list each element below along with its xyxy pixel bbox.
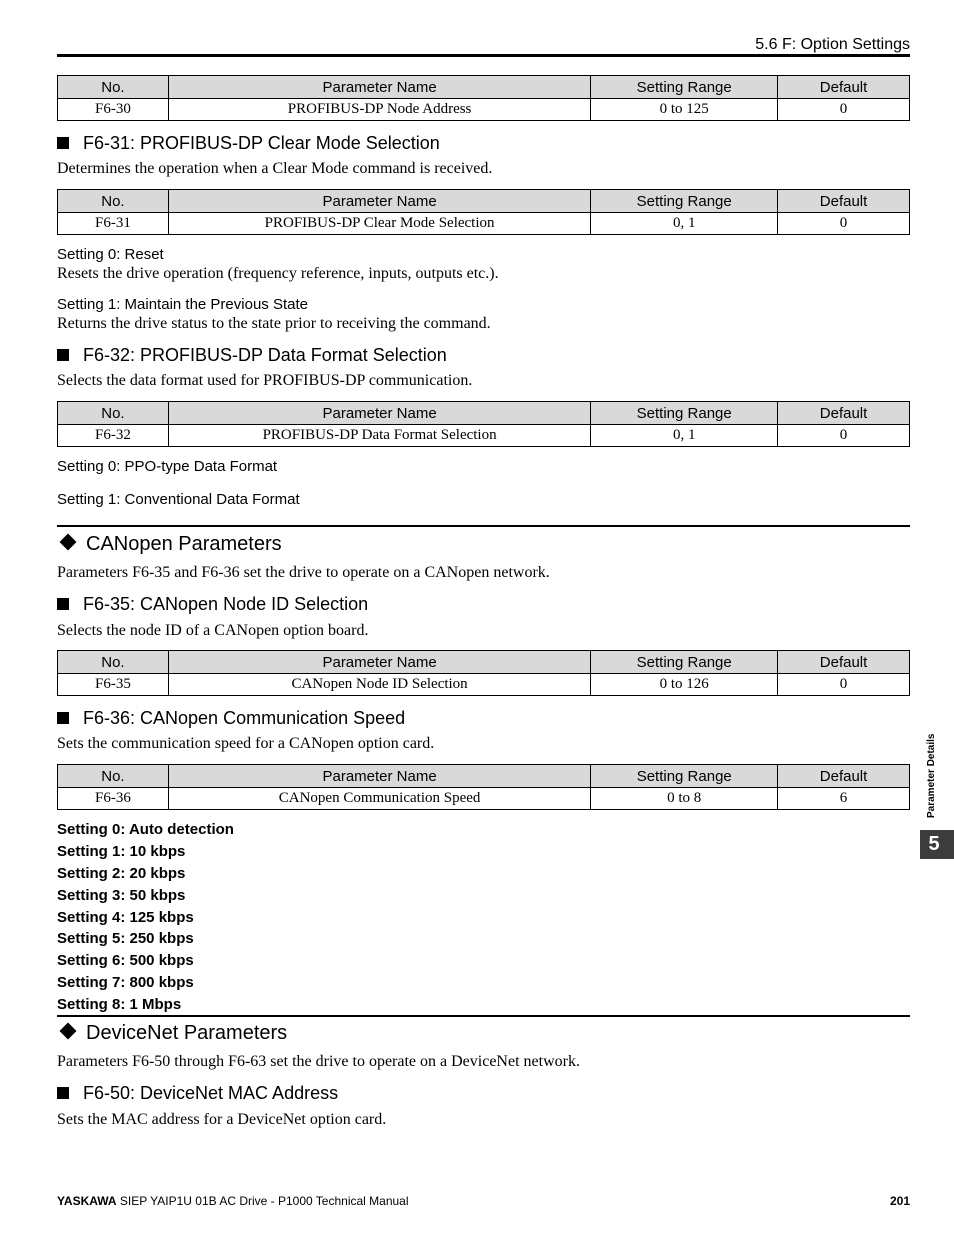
setting-1-title: Setting 1: Conventional Data Format	[57, 491, 300, 508]
table-header-row	[58, 190, 910, 213]
col-parameter-name: Parameter Name	[168, 76, 590, 99]
cell-no: F6-31	[58, 213, 169, 235]
setting-item: Setting 8: 1 Mbps	[57, 996, 182, 1013]
page-number: 201	[889, 1194, 910, 1208]
col-setting-range: Setting Range	[591, 765, 778, 788]
heading-devicenet	[57, 1022, 287, 1045]
section-rule	[57, 525, 910, 527]
col-no: No.	[58, 651, 169, 674]
cell-default: 0	[778, 213, 910, 235]
desc-devicenet: Parameters F6-50 through F6-63 set the drive to operate on a DeviceNet network.	[57, 1053, 580, 1070]
footer-manual	[57, 1194, 409, 1208]
setting-0-text: Resets the drive operation (frequency reference, inputs, outputs etc.).	[57, 265, 499, 282]
heading-canopen	[57, 533, 282, 556]
col-parameter-name: Parameter Name	[168, 651, 590, 674]
table-header-row	[58, 76, 910, 99]
setting-item: Setting 6: 500 kbps	[57, 952, 194, 969]
col-default: Default	[778, 190, 910, 213]
cell-range: 0, 1	[591, 213, 778, 235]
col-no: No.	[58, 765, 169, 788]
table-f6-30	[57, 75, 910, 121]
heading-text: DeviceNet Parameters	[86, 1022, 288, 1044]
col-setting-range: Setting Range	[591, 190, 778, 213]
col-no: No.	[58, 76, 169, 99]
setting-1-text: Returns the drive status to the state prior to receiving the command.	[57, 315, 491, 332]
col-default: Default	[778, 402, 910, 425]
setting-item: Setting 4: 125 kbps	[57, 909, 194, 926]
diamond-bullet-icon	[60, 534, 77, 551]
heading-f6-50	[57, 1083, 338, 1104]
col-default: Default	[778, 76, 910, 99]
square-bullet-icon	[57, 137, 69, 149]
heading-text: F6-31: PROFIBUS-DP Clear Mode Selection	[83, 133, 440, 153]
square-bullet-icon	[57, 598, 69, 610]
table-row	[58, 99, 910, 121]
table-header-row	[58, 765, 910, 788]
table-f6-31	[57, 189, 910, 235]
chapter-number: 5	[928, 833, 940, 855]
cell-default: 0	[778, 674, 910, 696]
table-f6-32	[57, 401, 910, 447]
desc-f6-50: Sets the MAC address for a DeviceNet option card.	[57, 1111, 387, 1128]
desc-f6-35: Selects the node ID of a CANopen option board.	[57, 622, 369, 639]
cell-no: F6-35	[58, 674, 169, 696]
col-parameter-name: Parameter Name	[168, 402, 590, 425]
cell-name: CANopen Communication Speed	[168, 788, 590, 810]
cell-range: 0 to 125	[591, 99, 778, 121]
section-rule	[57, 1015, 910, 1017]
col-parameter-name: Parameter Name	[168, 190, 590, 213]
square-bullet-icon	[57, 349, 69, 361]
cell-no: F6-30	[58, 99, 169, 121]
setting-item: Setting 7: 800 kbps	[57, 974, 194, 991]
setting-item: Setting 3: 50 kbps	[57, 887, 186, 904]
col-parameter-name: Parameter Name	[168, 765, 590, 788]
heading-text: F6-35: CANopen Node ID Selection	[83, 594, 369, 614]
setting-item: Setting 0: Auto detection	[57, 821, 234, 838]
brand-name: YASKAWA	[57, 1194, 117, 1208]
square-bullet-icon	[57, 1087, 69, 1099]
heading-text: F6-36: CANopen Communication Speed	[83, 708, 406, 728]
heading-text: F6-50: DeviceNet MAC Address	[83, 1083, 339, 1103]
table-row	[58, 674, 910, 696]
desc-f6-32: Selects the data format used for PROFIBUS-DP communication.	[57, 372, 473, 389]
setting-item: Setting 2: 20 kbps	[57, 865, 186, 882]
diamond-bullet-icon	[60, 1023, 77, 1040]
cell-name: PROFIBUS-DP Node Address	[168, 99, 590, 121]
table-f6-36	[57, 764, 910, 810]
chapter-tab	[920, 830, 954, 859]
desc-f6-31: Determines the operation when a Clear Mode command is received.	[57, 160, 493, 177]
col-default: Default	[778, 651, 910, 674]
table-f6-35	[57, 650, 910, 696]
setting-item: Setting 1: 10 kbps	[57, 843, 186, 860]
cell-default: 0	[778, 425, 910, 447]
heading-f6-31	[57, 133, 440, 154]
heading-f6-32	[57, 345, 447, 366]
col-setting-range: Setting Range	[591, 651, 778, 674]
header-rule	[57, 54, 910, 57]
cell-name: PROFIBUS-DP Data Format Selection	[168, 425, 590, 447]
col-no: No.	[58, 402, 169, 425]
col-setting-range: Setting Range	[591, 402, 778, 425]
cell-name: PROFIBUS-DP Clear Mode Selection	[168, 213, 590, 235]
heading-f6-35	[57, 594, 368, 615]
section-header: 5.6 F: Option Settings	[755, 36, 910, 53]
square-bullet-icon	[57, 712, 69, 724]
cell-range: 0 to 8	[591, 788, 778, 810]
heading-f6-36	[57, 708, 405, 729]
setting-0-title: Setting 0: PPO-type Data Format	[57, 458, 278, 475]
side-tab-label: Parameter Details	[926, 733, 937, 818]
table-header-row	[58, 651, 910, 674]
cell-default: 0	[778, 99, 910, 121]
col-no: No.	[58, 190, 169, 213]
desc-canopen: Parameters F6-35 and F6-36 set the drive to operate on a CANopen network.	[57, 564, 550, 581]
cell-range: 0, 1	[591, 425, 778, 447]
table-header-row	[58, 402, 910, 425]
col-setting-range: Setting Range	[591, 76, 778, 99]
heading-text: F6-32: PROFIBUS-DP Data Format Selection	[83, 345, 447, 365]
cell-range: 0 to 126	[591, 674, 778, 696]
setting-0-title: Setting 0: Reset	[57, 246, 164, 263]
desc-f6-36: Sets the communication speed for a CANopen option card.	[57, 735, 435, 752]
setting-item: Setting 5: 250 kbps	[57, 930, 194, 947]
table-row	[58, 788, 910, 810]
table-row	[58, 425, 910, 447]
cell-no: F6-32	[58, 425, 169, 447]
heading-text: CANopen Parameters	[86, 533, 282, 555]
cell-no: F6-36	[58, 788, 169, 810]
cell-default: 6	[778, 788, 910, 810]
table-row	[58, 213, 910, 235]
col-default: Default	[778, 765, 910, 788]
manual-title: SIEP YAIP1U 01B AC Drive - P1000 Technical Manual	[119, 1194, 409, 1208]
setting-1-title: Setting 1: Maintain the Previous State	[57, 296, 308, 313]
cell-name: CANopen Node ID Selection	[168, 674, 590, 696]
